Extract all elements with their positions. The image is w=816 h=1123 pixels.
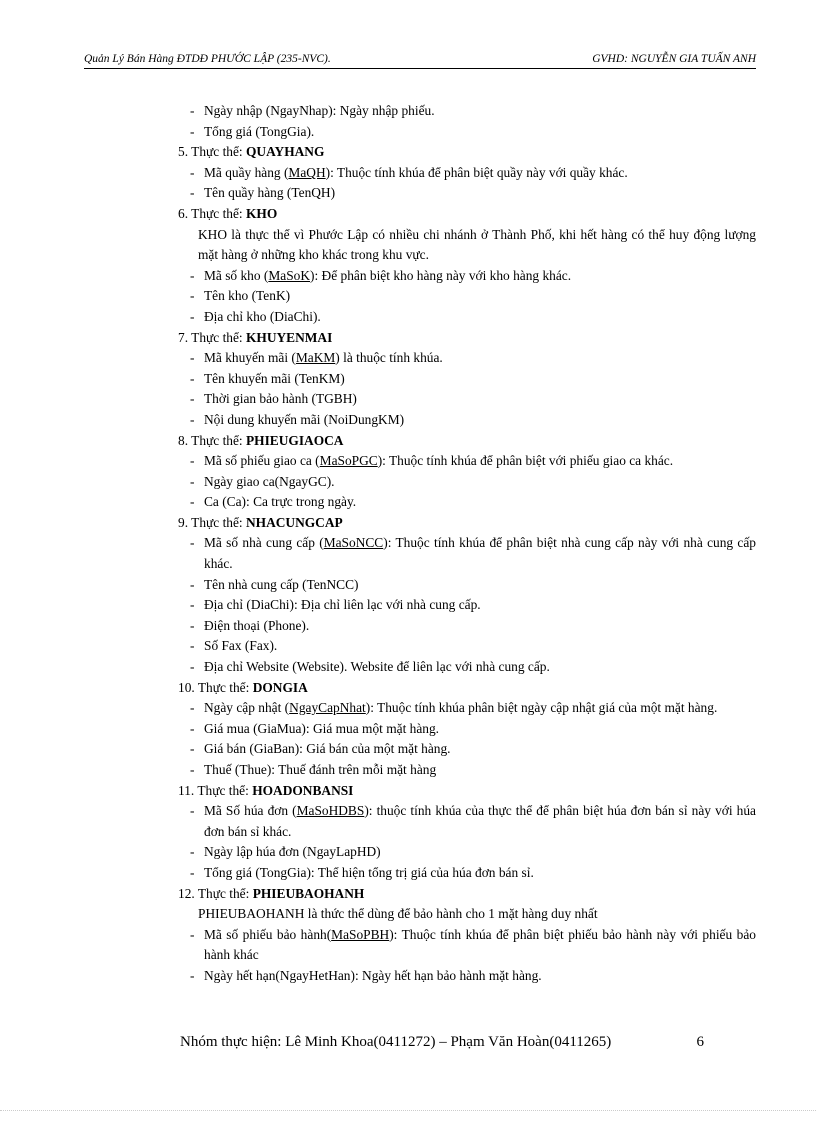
list-item <box>178 122 756 143</box>
bullet-dash: - <box>190 185 195 201</box>
entity-name: KHUYENMAI <box>246 329 333 345</box>
entity-number: 11. Thực thể: <box>178 782 253 798</box>
list-item <box>178 966 756 987</box>
bullet-dash: - <box>190 741 195 757</box>
entity-heading <box>178 328 756 349</box>
list-item <box>178 101 756 122</box>
list-item <box>178 595 756 616</box>
list-item <box>178 863 756 884</box>
list-item <box>178 369 756 390</box>
primary-key: MaSoHDBS <box>296 803 365 819</box>
bullet-dash: - <box>190 659 195 675</box>
list-item-text: Địa chỉ (DiaChi): Địa chỉ liên lạc với nhà cung cấp. <box>204 597 481 613</box>
entity-heading <box>178 142 756 163</box>
header-title: Quản Lý Bán Hàng ĐTDĐ PHƯỚC LẬP (235-NVC). <box>84 53 331 65</box>
list-item <box>178 719 756 740</box>
bullet-dash: - <box>190 267 195 283</box>
bullet-dash: - <box>190 391 195 407</box>
bullet-dash: - <box>190 103 195 118</box>
list-item-text: Tên quầy hàng (TenQH) <box>204 185 336 201</box>
list-item-text: Tổng giá (TongGia): Thể hiện tổng trị giá của húa đơn bán sỉ. <box>204 864 534 880</box>
list-item-text: Mã quầy hàng (MaQH): Thuộc tính khúa để phân biệt quầy này với quầy khác. <box>204 164 628 180</box>
list-item <box>178 801 756 842</box>
page-bottom-border <box>0 1110 816 1111</box>
bullet-dash: - <box>190 370 195 386</box>
list-item-text: Địa chỉ kho (DiaChi). <box>204 308 321 324</box>
entity-name: PHIEUGIAOCA <box>246 432 344 448</box>
list-item-text: Ca (Ca): Ca trực trong ngày. <box>204 494 357 510</box>
bullet-dash: - <box>190 350 195 366</box>
primary-key: MaQH <box>288 164 326 180</box>
bullet-dash: - <box>190 494 195 510</box>
list-item <box>178 451 756 472</box>
list-item <box>178 575 756 596</box>
primary-key: MaKM <box>295 350 336 366</box>
entity-number: 10. Thực thể: <box>178 679 253 695</box>
entity-name: NHACUNGCAP <box>246 514 343 530</box>
entity-name: PHIEUBAOHANH <box>252 885 365 901</box>
bullet-dash: - <box>190 700 195 716</box>
list-item <box>178 657 756 678</box>
list-item <box>178 925 756 966</box>
list-item <box>178 842 756 863</box>
list-item-text: Mã số phiếu bảo hành(MaSoPBH): Thuộc tính khúa để phân biệt phiếu bảo hành này với phiếu bảo hành khác <box>204 926 756 963</box>
entity-number: 12. Thực thể: <box>178 885 253 901</box>
entity-heading <box>178 781 756 802</box>
bullet-dash: - <box>190 617 195 633</box>
list-item <box>178 698 756 719</box>
entity-heading <box>178 431 756 452</box>
list-item <box>178 163 756 184</box>
list-item-text: Tên khuyến mãi (TenKM) <box>204 370 345 386</box>
list-item <box>178 760 756 781</box>
primary-key: MaSoPGC <box>319 453 378 469</box>
header-advisor: GVHD: NGUYỄN GIA TUẤN ANH <box>592 53 756 65</box>
bullet-dash: - <box>190 288 195 304</box>
bullet-dash: - <box>190 720 195 736</box>
document-body <box>178 101 756 987</box>
list-item <box>178 472 756 493</box>
entity-number: 9. Thực thể: <box>178 514 246 530</box>
bullet-dash: - <box>190 411 195 427</box>
list-item <box>178 389 756 410</box>
entity-number: 6. Thực thể: <box>178 205 246 221</box>
bullet-dash: - <box>190 453 195 469</box>
entity-number: 8. Thực thể: <box>178 432 246 448</box>
list-item <box>178 410 756 431</box>
list-item <box>178 636 756 657</box>
entity-heading <box>178 884 756 905</box>
entity-name: QUAYHANG <box>246 144 325 160</box>
bullet-dash: - <box>190 864 195 880</box>
bullet-dash: - <box>190 762 195 777</box>
bullet-dash: - <box>190 576 195 592</box>
list-item-text: Số Fax (Fax). <box>204 638 278 654</box>
list-item <box>178 307 756 328</box>
list-item <box>178 739 756 760</box>
footer-authors: Nhóm thực hiện: Lê Minh Khoa(0411272) – Phạm Văn Hoàn(0411265) <box>180 1034 612 1050</box>
list-item-text: Thuế (Thue): Thuế đánh trên mỗi mặt hàng <box>204 762 437 777</box>
bullet-dash: - <box>190 535 195 551</box>
bullet-dash: - <box>190 164 195 180</box>
list-item-text: Giá mua (GiaMua): Giá mua một mặt hàng. <box>204 720 440 736</box>
entity-heading <box>178 204 756 225</box>
list-item-text: Mã số phiếu giao ca (MaSoPGC): Thuộc tính khúa để phân biệt với phiếu giao ca khác. <box>204 453 674 469</box>
list-item-text: Nội dung khuyến mãi (NoiDungKM) <box>204 411 405 427</box>
list-item-text: Tên kho (TenK) <box>204 288 291 304</box>
bullet-dash: - <box>190 308 195 324</box>
bullet-dash: - <box>190 597 195 613</box>
list-item-text: Mã Số húa đơn (MaSoHDBS): thuộc tính khúa của thực thể để phân biệt húa đơn bán sỉ này với húa đơn bán sỉ khác. <box>204 803 756 839</box>
page-number: 6 <box>696 1034 704 1050</box>
primary-key: MaSoPBH <box>331 926 390 942</box>
list-item-text: Ngày giao ca(NgayGC). <box>204 473 335 489</box>
primary-key: NgayCapNhat <box>289 700 366 716</box>
list-item <box>178 286 756 307</box>
list-item-text: Mã số nhà cung cấp (MaSoNCC): Thuộc tính khúa để phân biệt nhà cung cấp này với nhà cung cấp khác. <box>204 535 757 572</box>
entity-name: HOADONBANSI <box>252 782 354 798</box>
list-item-text: Ngày lập húa đơn (NgayLapHD) <box>204 844 381 860</box>
list-item-text: Tổng giá (TongGia). <box>204 123 315 139</box>
list-item <box>178 266 756 287</box>
list-item-text: Mã khuyến mãi (MaKM) là thuộc tính khúa. <box>204 350 443 366</box>
bullet-dash: - <box>190 638 195 654</box>
entity-name: DONGIA <box>252 679 308 695</box>
paragraph: KHO là thực thể vì Phước Lập có nhiều chi nhánh ở Thành Phố, khi hết hàng có thể huy động lượng mặt hàng ở những kho khác trong khu vực. <box>198 226 756 263</box>
bullet-dash: - <box>190 473 195 489</box>
list-item-text: Tên nhà cung cấp (TenNCC) <box>204 576 359 592</box>
list-item-text: Ngày hết hạn(NgayHetHan): Ngày hết hạn bảo hành mặt hàng. <box>204 967 542 983</box>
list-item <box>178 183 756 204</box>
list-item-text: Giá bán (GiaBan): Giá bán của một mặt hàng. <box>204 741 451 757</box>
bullet-dash: - <box>190 926 195 942</box>
entity-number: 7. Thực thể: <box>178 329 246 345</box>
bullet-dash: - <box>190 967 195 983</box>
primary-key: MaSoNCC <box>323 535 384 551</box>
bullet-dash: - <box>190 803 195 819</box>
list-item-text: Ngày nhập (NgayNhap): Ngày nhập phiếu. <box>204 103 435 118</box>
entity-number: 5. Thực thể: <box>178 144 246 160</box>
list-item <box>178 348 756 369</box>
list-item <box>178 616 756 637</box>
list-item-text: Ngày cập nhật (NgayCapNhat): Thuộc tính khúa phân biệt ngày cập nhật giá của một mặt hàng. <box>204 700 718 716</box>
page-header <box>84 52 756 69</box>
entity-heading <box>178 678 756 699</box>
bullet-dash: - <box>190 123 195 139</box>
list-item-text: Điện thoại (Phone). <box>204 617 310 633</box>
primary-key: MaSoK <box>268 267 311 283</box>
list-item <box>178 533 756 574</box>
entity-heading <box>178 513 756 534</box>
paragraph: PHIEUBAOHANH là thức thể dùng để bảo hành cho 1 mặt hàng duy nhất <box>198 906 598 922</box>
bullet-dash: - <box>190 844 195 860</box>
list-item-text: Thời gian bảo hành (TGBH) <box>204 391 357 407</box>
list-item <box>178 492 756 513</box>
entity-name: KHO <box>246 205 278 221</box>
page-footer <box>180 1034 704 1051</box>
list-item-text: Mã số kho (MaSoK): Để phân biệt kho hàng này với kho hàng khác. <box>204 267 572 283</box>
list-item-text: Địa chỉ Website (Website). Website để liên lạc với nhà cung cấp. <box>204 659 550 675</box>
